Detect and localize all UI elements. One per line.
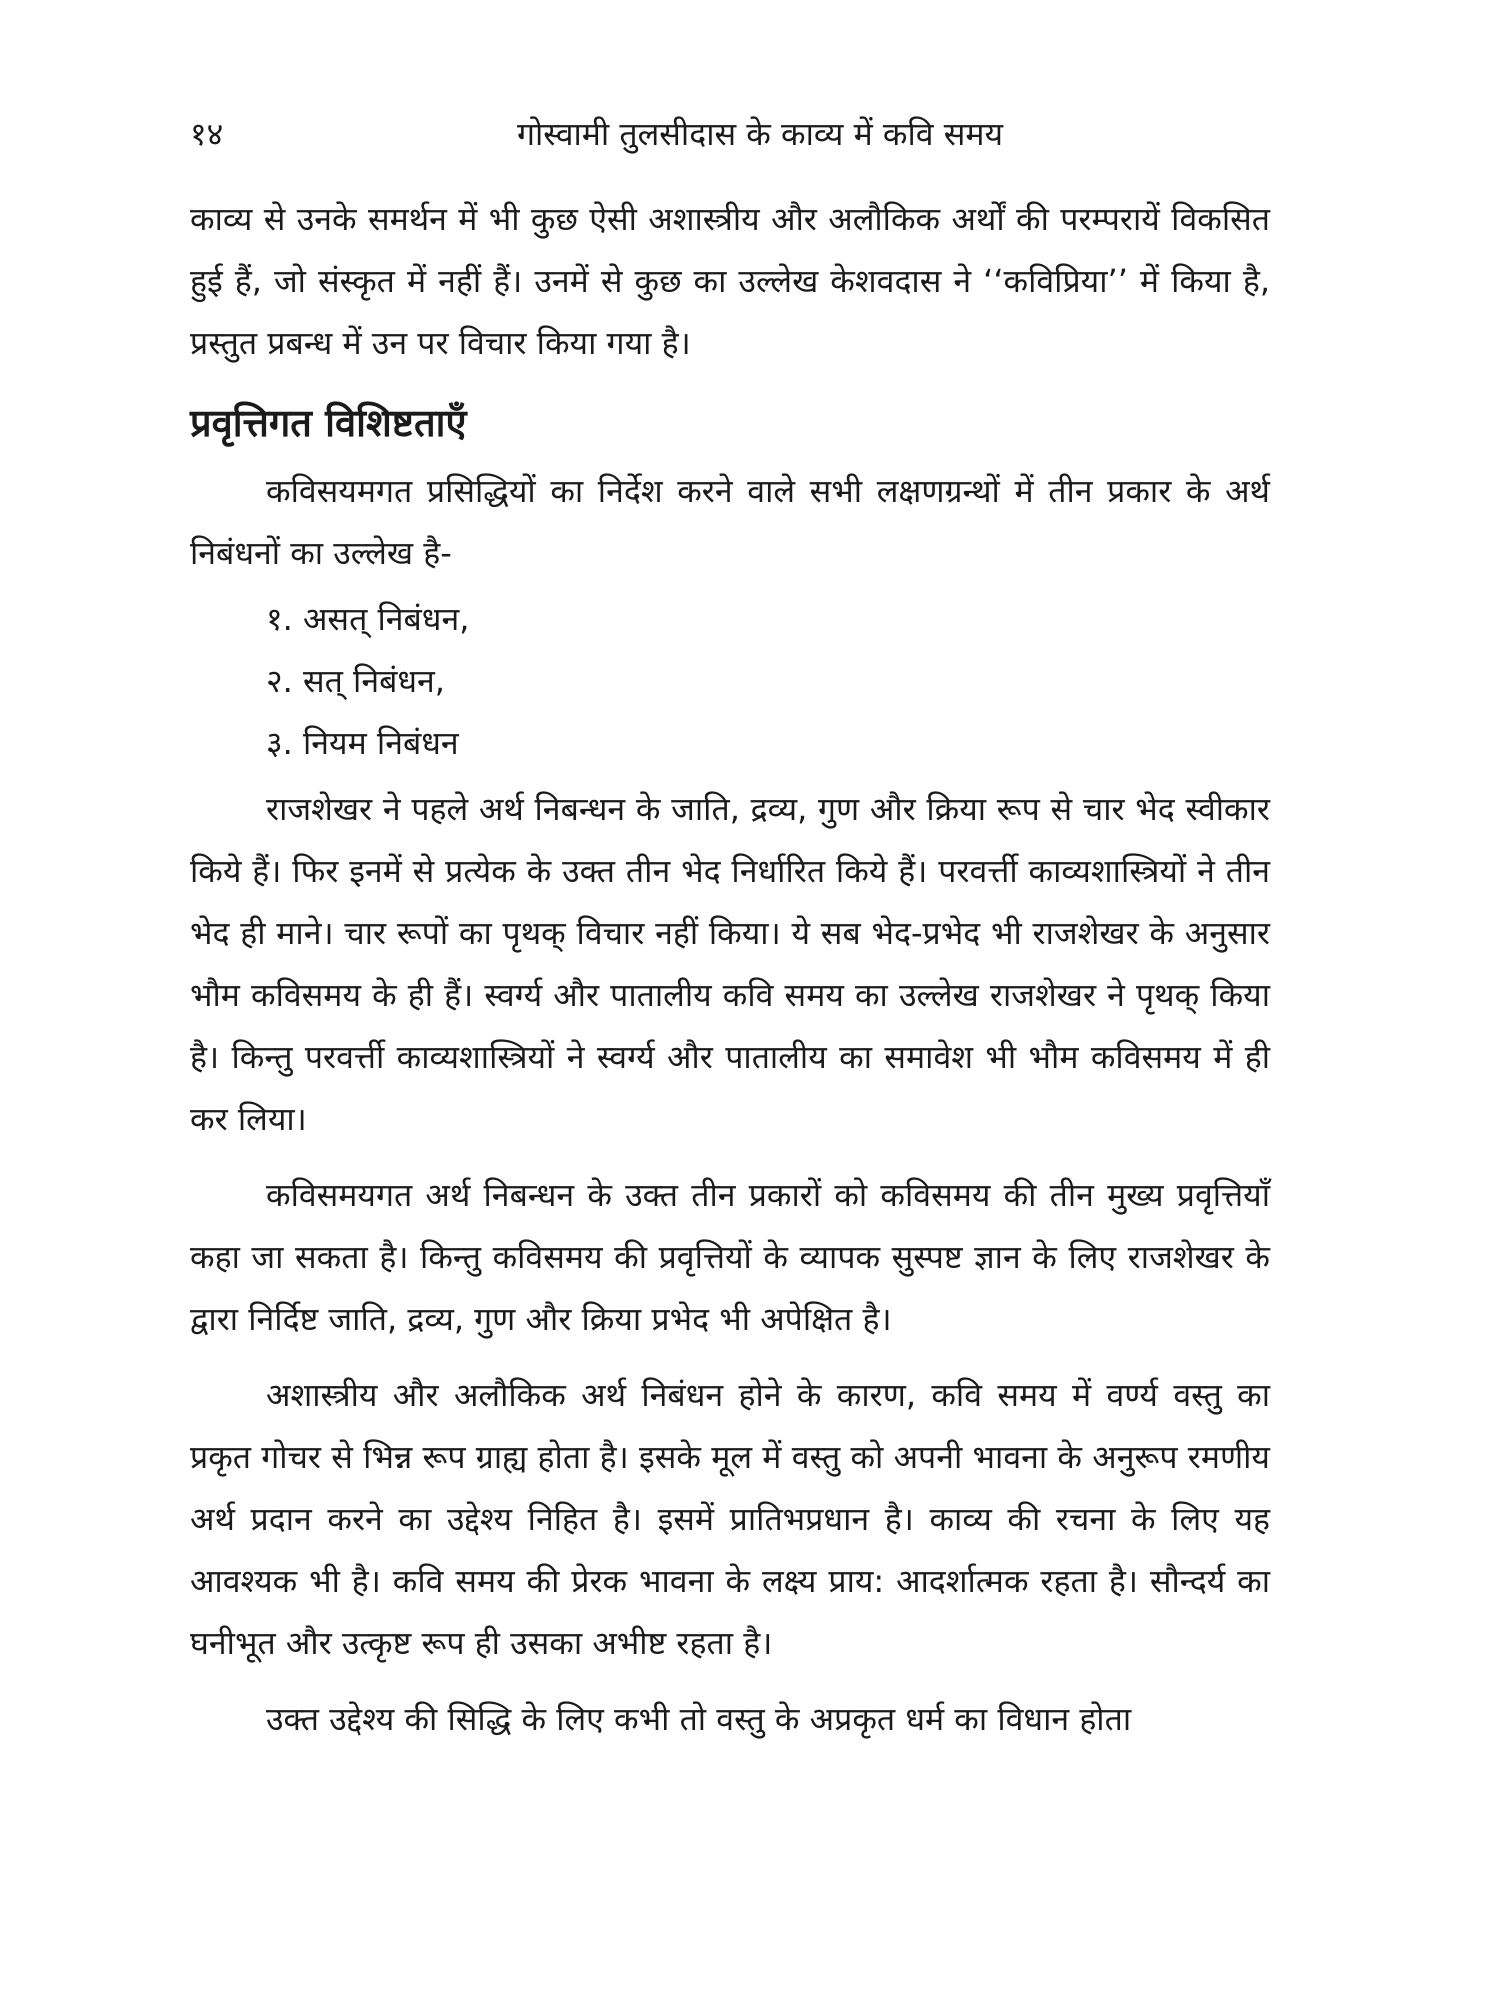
page-number: १४ (190, 115, 224, 153)
paragraph-5: उक्त उद्देश्य की सिद्धि के लिए कभी तो वस्तु के अप्रकृत धर्म का विधान होता (266, 1700, 1132, 1738)
paragraph-1: कविसयमगत प्रसिद्धियों का निर्देश करने वाले सभी लक्षणग्रन्थों में तीन प्रकार के अर्थ निबंधनों का उल्लेख है- (190, 472, 1270, 572)
paragraph-4: अशास्त्रीय और अलौकिक अर्थ निबंधन होने के कारण, कवि समय में वर्ण्य वस्तु का प्रकृत गोचर से भिन्न रूप ग्राह्य होता है। इसके मूल में वस्तु को अपनी भावना के अनुरूप रमणीय अर्थ प्रदान करने का उद्देश्य निहित है। इसमें प्रातिभप्रधान है। काव्य की रचना के लिए यह आवश्यक भी है। कवि समय की प्रेरक भावना के लक्ष्य प्राय: आदर्शात्मक रहता है। सौन्दर्य का घनीभूत और उत्कृष्ट रूप ही उसका अभीष्ट रहता है। (190, 1376, 1270, 1662)
book-page (190, 104, 1270, 1984)
paragraph-2: राजशेखर ने पहले अर्थ निबन्धन के जाति, द्रव्य, गुण और क्रिया रूप से चार भेद स्वीकार किये हैं। फिर इनमें से प्रत्येक के उक्त तीन भेद निर्धारित किये हैं। परवर्त्ती काव्यशास्त्रियों ने तीन भेद ही माने। चार रूपों का पृथक् विचार नहीं किया। ये सब भेद-प्रभेद भी राजशेखर के अनुसार भौम कविसमय के ही हैं। स्वर्ग्य और पातालीय कवि समय का उल्लेख राजशेखर ने पृथक् किया है। किन्तु परवर्त्ती काव्यशास्त्रियों ने स्वर्ग्य और पातालीय का समावेश भी भौम कविसमय में ही कर लिया। (190, 790, 1270, 1138)
list-item: २. सत् निबंधन, (266, 662, 445, 700)
list-item: ३. नियम निबंधन (266, 724, 459, 762)
list-item: १. असत् निबंधन, (266, 600, 470, 638)
running-header (190, 104, 1270, 164)
book-title: गोस्वामी तुलसीदास के काव्य में कवि समय (516, 115, 1004, 153)
section-heading: प्रवृत्तिगत विशिष्टताएँ (190, 401, 467, 445)
nibandhan-list (266, 588, 1270, 774)
intro-paragraph: काव्य से उनके समर्थन में भी कुछ ऐसी अशास्त्रीय और अलौकिक अर्थों की परम्परायें विकसित हुई हैं, जो संस्कृत में नहीं हैं। उनमें से कुछ का उल्लेख केशवदास ने ‘‘कविप्रिया’’ में किया है, प्रस्तुत प्रबन्ध में उन पर विचार किया गया है। (190, 200, 1270, 362)
paragraph-3: कविसमयगत अर्थ निबन्धन के उक्त तीन प्रकारों को कविसमय की तीन मुख्य प्रवृत्तियाँ कहा जा सकता है। किन्तु कविसमय की प्रवृत्तियों के व्यापक सुस्पष्ट ज्ञान के लिए राजशेखर के द्वारा निर्दिष्ट जाति, द्रव्य, गुण और क्रिया प्रभेद भी अपेक्षित है। (190, 1176, 1270, 1338)
